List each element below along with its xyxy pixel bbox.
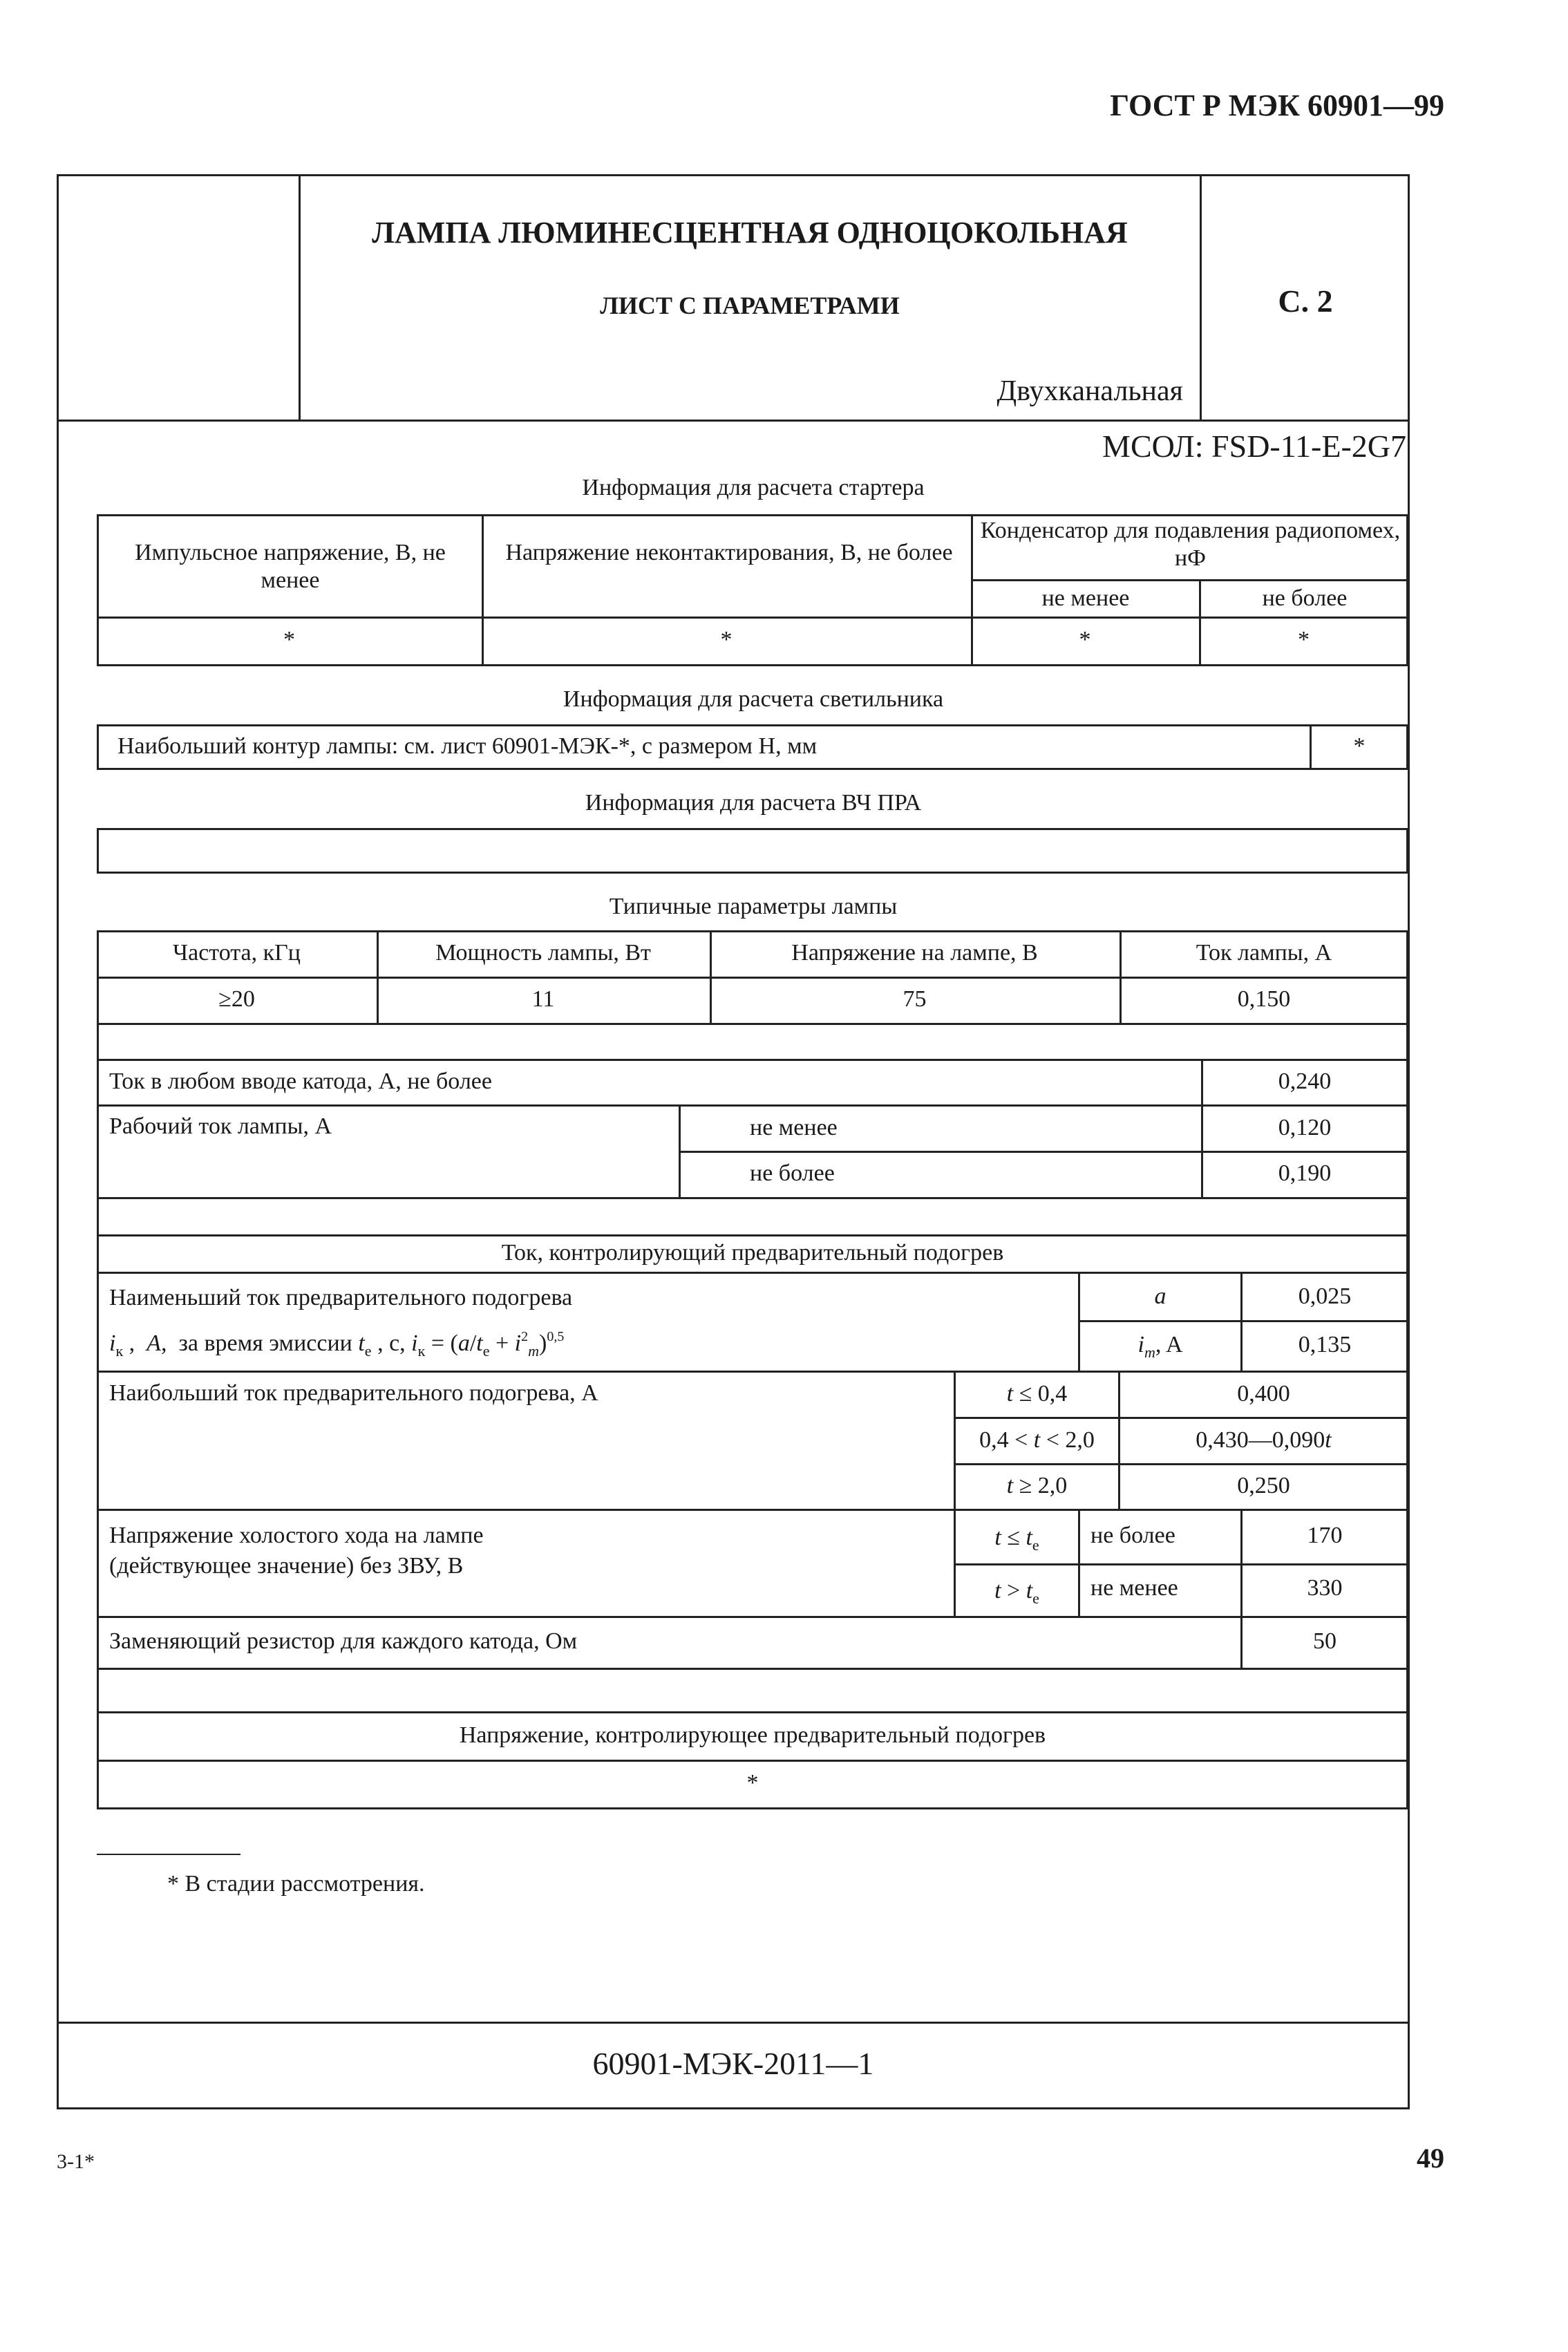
max-preheat-rule-2	[954, 1463, 1408, 1465]
ocv-cond-2: $t > t_e$	[994, 1578, 1039, 1607]
starter-col3-max: не более	[1262, 585, 1348, 611]
ocv-bottom-rule	[97, 1616, 1408, 1618]
coefficient-a-value: 0,025	[1298, 1283, 1352, 1309]
preheat-heading-bottom-rule	[97, 1272, 1408, 1274]
starter-caption: Информация для расчета стартера	[582, 475, 925, 500]
starter-value-4: *	[1298, 627, 1310, 652]
ocv-value-1: 170	[1307, 1523, 1343, 1548]
operating-max-value: 0,190	[1278, 1160, 1332, 1186]
preheat-heading-top-rule	[97, 1234, 1408, 1236]
parameters-table	[97, 930, 1408, 1809]
luminaire-value: *	[1353, 733, 1366, 759]
sheet-subtitle: ЛИСТ С ПАРАМЕТРАМИ	[600, 292, 900, 319]
footnote-rule	[97, 1854, 240, 1855]
min-preheat-formula: $i_к$ , A, за время эмиссии $t_e$ , c, $i_к = (a/t_e + i^2_m)^{0,5}$	[109, 1329, 565, 1360]
preheat-voltage-top-rule	[97, 1711, 1408, 1713]
min-preheat-mid-rule	[1078, 1320, 1408, 1322]
preheat-voltage-value: *	[746, 1770, 759, 1796]
typical-header-rule	[97, 977, 1408, 979]
starter-row-rule	[97, 617, 1408, 619]
typical-header-current: Ток лампы, А	[1196, 940, 1332, 966]
sheet-number: 60901-МЭК-2011—1	[592, 2046, 874, 2081]
footer-code: 3-1*	[57, 2150, 95, 2173]
typical-header-frequency: Частота, кГц	[173, 940, 301, 966]
ocv-label-line2: (действующее значение) без ЗВУ, В	[109, 1553, 464, 1579]
ocv-col-rule-2	[1078, 1509, 1080, 1616]
preheat-voltage-mid-rule	[97, 1760, 1408, 1762]
typical-header-power: Мощность лампы, Вт	[435, 940, 651, 966]
max-preheat-cond-1: t ≤ 0,4	[1006, 1381, 1068, 1407]
ocv-mid-rule	[954, 1563, 1408, 1565]
resistor-value: 50	[1313, 1628, 1336, 1654]
typical-value-current: 0,150	[1237, 986, 1291, 1012]
max-preheat-value-1: 0,400	[1237, 1381, 1290, 1407]
coefficient-im-label: $i_m$, A	[1137, 1332, 1183, 1361]
min-preheat-bottom-rule	[97, 1371, 1408, 1373]
cathode-label: Ток в любом вводе катода, А, не более	[109, 1069, 492, 1094]
sheet-number-rule	[58, 2022, 1408, 2024]
ocv-value-2: 330	[1307, 1575, 1343, 1601]
resistor-bottom-rule	[97, 1668, 1408, 1670]
luminaire-caption: Информация для расчета светильника	[563, 686, 944, 712]
document-code: ГОСТ Р МЭК 60901—99	[1110, 88, 1444, 122]
typical-values-rule	[97, 1023, 1408, 1025]
page-number: 49	[1417, 2143, 1444, 2174]
title-bottom-rule	[58, 420, 1408, 422]
max-preheat-bottom-rule	[97, 1509, 1408, 1511]
preheat-voltage-heading: Напряжение, контролирующее предварительный подогрев	[459, 1722, 1046, 1748]
operating-mid-rule	[679, 1151, 1408, 1153]
starter-col1-header: Импульсное напряжение, В, не менее	[135, 540, 446, 593]
operating-max-label: не более	[750, 1160, 835, 1186]
starter-value-2: *	[720, 627, 733, 652]
max-preheat-label: Наибольший ток предварительного подогрева, А	[109, 1380, 598, 1406]
title-divider-right	[1200, 176, 1202, 420]
lamp-designation: МСОЛ: FSD-11-E-2G7	[1102, 429, 1406, 464]
typical-value-power: 11	[531, 986, 555, 1012]
cathode-value: 0,240	[1278, 1069, 1332, 1094]
starter-col3-min: не менее	[1041, 585, 1130, 611]
starter-value-1: *	[283, 627, 295, 652]
operating-bottom-rule	[97, 1197, 1408, 1199]
page-label: С. 2	[1278, 283, 1333, 319]
starter-subheader-rule	[971, 579, 1408, 581]
ocv-limit-2: не менее	[1090, 1575, 1178, 1601]
starter-col2-header: Напряжение неконтактирования, В, не более	[505, 540, 953, 565]
luminaire-text: Наибольший контур лампы: см. лист 60901-МЭК-*, с размером H, мм	[117, 733, 818, 759]
ocv-limit-1: не более	[1090, 1523, 1175, 1548]
hf-ballast-caption: Информация для расчета ВЧ ПРА	[585, 790, 922, 816]
typical-value-frequency: ≥20	[218, 986, 255, 1012]
typical-header-voltage: Напряжение на лампе, В	[791, 940, 1038, 966]
coefficient-im-value: 0,135	[1298, 1332, 1352, 1357]
footnote: * В стадии рассмотрения.	[167, 1871, 425, 1897]
max-preheat-cond-2: 0,4 < t < 2,0	[979, 1427, 1095, 1453]
max-preheat-value-3: 0,250	[1237, 1473, 1290, 1498]
ocv-cond-1: $t \le t_e$	[994, 1525, 1039, 1554]
max-preheat-value-2: 0,430—0,090t	[1196, 1427, 1332, 1453]
starter-value-3: *	[1079, 627, 1091, 652]
cathode-bottom-rule	[97, 1104, 1408, 1107]
max-preheat-cond-3: t ≥ 2,0	[1006, 1473, 1068, 1498]
typical-value-voltage: 75	[903, 986, 927, 1012]
coefficient-a-label: a	[1154, 1283, 1166, 1309]
max-preheat-rule-1	[954, 1417, 1408, 1419]
operating-min-value: 0,120	[1278, 1115, 1332, 1140]
cathode-top-rule	[97, 1059, 1408, 1061]
sheet-title: ЛАМПА ЛЮМИНЕСЦЕНТНАЯ ОДНОЦОКОЛЬНАЯ	[372, 216, 1128, 250]
typical-caption: Типичные параметры лампы	[609, 894, 898, 919]
variant-label: Двухканальная	[996, 375, 1183, 407]
operating-label: Рабочий ток лампы, А	[109, 1113, 332, 1139]
preheat-current-heading: Ток, контролирующий предварительный подогрев	[501, 1240, 1004, 1266]
operating-min-label: не менее	[750, 1115, 838, 1140]
hf-ballast-table	[97, 828, 1408, 874]
min-preheat-label: Наименьший ток предварительного подогрева	[109, 1285, 573, 1310]
starter-col3-header: Конденсатор для подавления радиопомех, нФ	[980, 518, 1401, 571]
ocv-label-line1: Напряжение холостого хода на лампе	[109, 1523, 484, 1548]
resistor-label: Заменяющий резистор для каждого катода, Ом	[109, 1628, 578, 1654]
